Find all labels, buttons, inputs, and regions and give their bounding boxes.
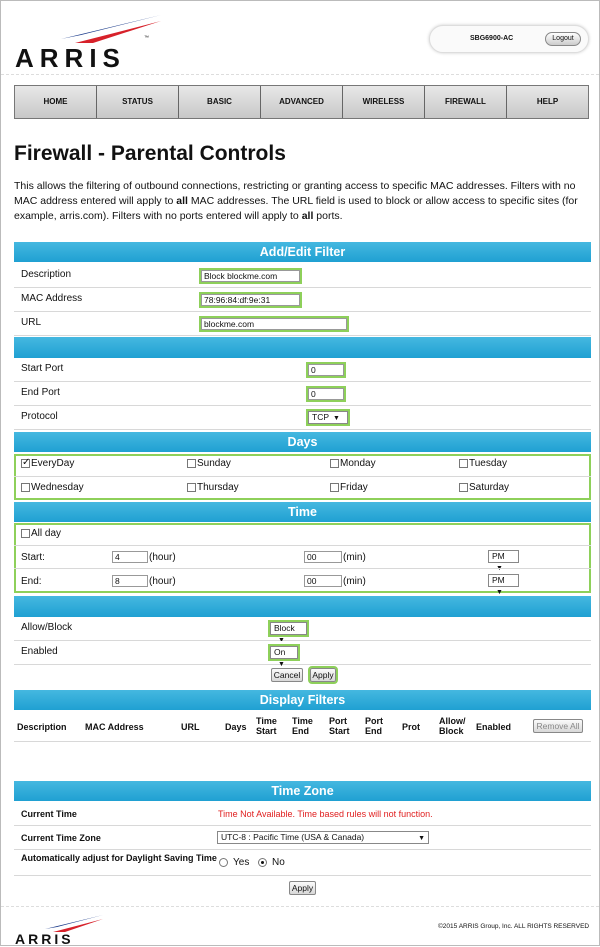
sunday-label: Sunday	[197, 458, 231, 469]
description-input[interactable]: Block blockme.com	[201, 270, 300, 282]
start-port-input[interactable]: 0	[308, 364, 344, 376]
filter-separator	[14, 337, 591, 358]
col-allow-block-2: Block	[439, 726, 464, 736]
intro-emphasis: all	[301, 210, 314, 222]
protocol-label: Protocol	[21, 411, 58, 422]
all-day-label: All day	[31, 528, 62, 539]
monday-checkbox[interactable]	[330, 459, 339, 468]
start-min-unit: (min)	[343, 552, 366, 563]
col-enabled: Enabled	[476, 722, 512, 732]
friday-label: Friday	[340, 482, 368, 493]
end-min-input[interactable]: 00	[304, 575, 342, 587]
time-separator	[14, 596, 591, 617]
allow-block-select[interactable]	[270, 622, 307, 635]
col-port-end-2: End	[365, 726, 382, 736]
protocol-row	[14, 406, 591, 430]
chevron-down-icon: ▼	[418, 835, 425, 842]
nav-advanced[interactable]: ADVANCED	[261, 86, 343, 118]
nav-status[interactable]: STATUS	[97, 86, 179, 118]
timezone-apply-button[interactable]: Apply	[289, 881, 316, 895]
url-label: URL	[21, 317, 42, 328]
col-time-end	[292, 716, 313, 736]
dst-label: Automatically adjust for Daylight Saving Time	[21, 853, 217, 863]
saturday-label: Saturday	[469, 482, 510, 493]
logout-button[interactable]: Logout	[545, 32, 581, 46]
col-description: Description	[17, 722, 67, 732]
mac-row	[14, 288, 591, 312]
add-edit-filter-header: Add/Edit Filter	[14, 242, 591, 262]
time-divider	[14, 568, 591, 569]
col-time-start-1: Time	[256, 716, 277, 726]
end-port-label: End Port	[21, 387, 60, 398]
filters-table-header	[14, 712, 591, 742]
col-url: URL	[181, 722, 200, 732]
col-allow-block	[439, 716, 466, 736]
start-port-row	[14, 358, 591, 382]
end-label: End:	[21, 576, 42, 587]
mac-label: MAC Address	[21, 293, 83, 304]
time-divider	[14, 545, 591, 546]
nav-basic[interactable]: BASIC	[179, 86, 261, 118]
arris-swoosh-icon	[15, 913, 115, 933]
enabled-row	[14, 641, 591, 668]
copyright: ©2015 ARRIS Group, Inc. ALL RIGHTS RESERVED	[438, 923, 590, 930]
col-port-end-1: Port	[365, 716, 383, 726]
tuesday-label: Tuesday	[469, 458, 507, 469]
end-ampm-value: PM	[492, 575, 505, 585]
intro-part: ports.	[313, 210, 343, 222]
enabled-select[interactable]	[270, 646, 298, 668]
wednesday-label: Wednesday	[31, 482, 84, 493]
saturday-checkbox[interactable]	[459, 483, 468, 492]
trademark: ™	[144, 35, 149, 41]
start-label: Start:	[21, 552, 45, 563]
description-row	[14, 264, 591, 288]
monday-label: Monday	[340, 458, 376, 469]
page-title: Firewall - Parental Controls	[14, 142, 286, 165]
start-hour-input[interactable]: 4	[112, 551, 148, 563]
url-row	[14, 312, 591, 336]
current-time-row	[14, 802, 591, 826]
time-zone-select[interactable]	[217, 831, 429, 844]
current-time-label: Current Time	[21, 809, 77, 819]
time-zone-value: UTC-8 : Pacific Time (USA & Canada)	[221, 832, 365, 842]
intro-part: MAC addresses. The URL field is used to block or allow access to specific sites (for example, arris.com). Filters with no ports entered will apply to	[14, 195, 578, 222]
start-port-label: Start Port	[21, 363, 64, 374]
description-label: Description	[21, 269, 72, 280]
col-prot: Prot	[402, 722, 420, 732]
col-time-end-2: End	[292, 726, 309, 736]
dst-no-radio[interactable]	[258, 858, 267, 867]
model-name: SBG6900-AC	[470, 35, 514, 42]
end-min-unit: (min)	[343, 576, 366, 587]
thursday-label: Thursday	[197, 482, 239, 493]
dst-row	[14, 850, 591, 876]
end-ampm-select[interactable]	[488, 574, 519, 596]
allow-block-label: Allow/Block	[21, 622, 73, 633]
wednesday-checkbox[interactable]	[21, 483, 30, 492]
tuesday-checkbox[interactable]	[459, 459, 468, 468]
footer-brand: ARRIS	[15, 931, 74, 947]
allow-block-value: Block	[274, 623, 295, 633]
apply-button[interactable]: Apply	[310, 668, 336, 682]
enabled-label: Enabled	[21, 646, 58, 657]
nav-home[interactable]: HOME	[15, 86, 97, 118]
start-min-input[interactable]: 00	[304, 551, 342, 563]
start-ampm-select[interactable]	[488, 550, 519, 572]
everyday-checkbox[interactable]	[21, 459, 30, 468]
col-time-start-2: Start	[256, 726, 277, 736]
col-time-end-1: Time	[292, 716, 313, 726]
chevron-down-icon: ▼	[333, 415, 340, 422]
chevron-down-icon: ▼	[278, 661, 285, 668]
sunday-checkbox[interactable]	[187, 459, 196, 468]
all-day-checkbox[interactable]	[21, 529, 30, 538]
time-header: Time	[14, 502, 591, 522]
enabled-value: On	[274, 647, 286, 657]
intro-emphasis: all	[176, 195, 188, 207]
footer	[1, 906, 599, 946]
days-divider	[14, 476, 591, 477]
end-port-input[interactable]: 0	[308, 388, 344, 400]
mac-input[interactable]: 78:96:84:df:9e:31	[201, 294, 300, 306]
arris-logo	[11, 9, 171, 71]
col-port-end	[365, 716, 383, 736]
dst-no-label: No	[272, 857, 285, 868]
chevron-down-icon: ▼	[496, 565, 503, 572]
nav-wireless[interactable]: WIRELESS	[343, 86, 425, 118]
start-hour-unit: (hour)	[149, 552, 176, 563]
col-time-start	[256, 716, 277, 736]
col-mac: MAC Address	[85, 722, 144, 732]
model-panel	[429, 25, 589, 53]
friday-checkbox[interactable]	[330, 483, 339, 492]
chevron-down-icon: ▼	[496, 589, 503, 596]
current-time-value: Time Not Available. Time based rules will not function.	[218, 809, 433, 819]
days-header: Days	[14, 432, 591, 452]
main-nav	[14, 85, 589, 119]
end-hour-unit: (hour)	[149, 576, 176, 587]
remove-all-button[interactable]: Remove All	[533, 719, 583, 733]
dst-yes-label: Yes	[233, 857, 250, 868]
cancel-button[interactable]: Cancel	[271, 668, 303, 682]
url-input[interactable]: blockme.com	[201, 318, 347, 330]
col-allow-block-1: Allow/	[439, 716, 466, 726]
dst-yes-radio[interactable]	[219, 858, 228, 867]
protocol-value: TCP	[312, 412, 329, 422]
current-zone-row	[14, 826, 591, 850]
start-ampm-value: PM	[492, 551, 505, 561]
current-zone-label: Current Time Zone	[21, 833, 101, 843]
col-port-start-1: Port	[329, 716, 347, 726]
nav-help[interactable]: HELP	[536, 97, 559, 106]
nav-firewall[interactable]: FIREWALL	[425, 86, 507, 118]
col-days: Days	[225, 722, 247, 732]
time-zone-header: Time Zone	[14, 781, 591, 801]
everyday-label: EveryDay	[31, 458, 75, 469]
col-port-start-2: Start	[329, 726, 350, 736]
col-port-start	[329, 716, 350, 736]
end-hour-input[interactable]: 8	[112, 575, 148, 587]
header	[1, 1, 599, 75]
protocol-select[interactable]	[308, 411, 348, 424]
brand-name: ARRIS	[15, 43, 126, 73]
end-port-row	[14, 382, 591, 406]
allow-block-row	[14, 617, 591, 641]
intro-part: This allows the filtering of outbound connections, restricting or granting access to specific MAC addresses. Filters with no MAC address entered will apply to	[14, 180, 576, 207]
display-filters-header: Display Filters	[14, 690, 591, 710]
thursday-checkbox[interactable]	[187, 483, 196, 492]
intro-text	[14, 179, 589, 224]
